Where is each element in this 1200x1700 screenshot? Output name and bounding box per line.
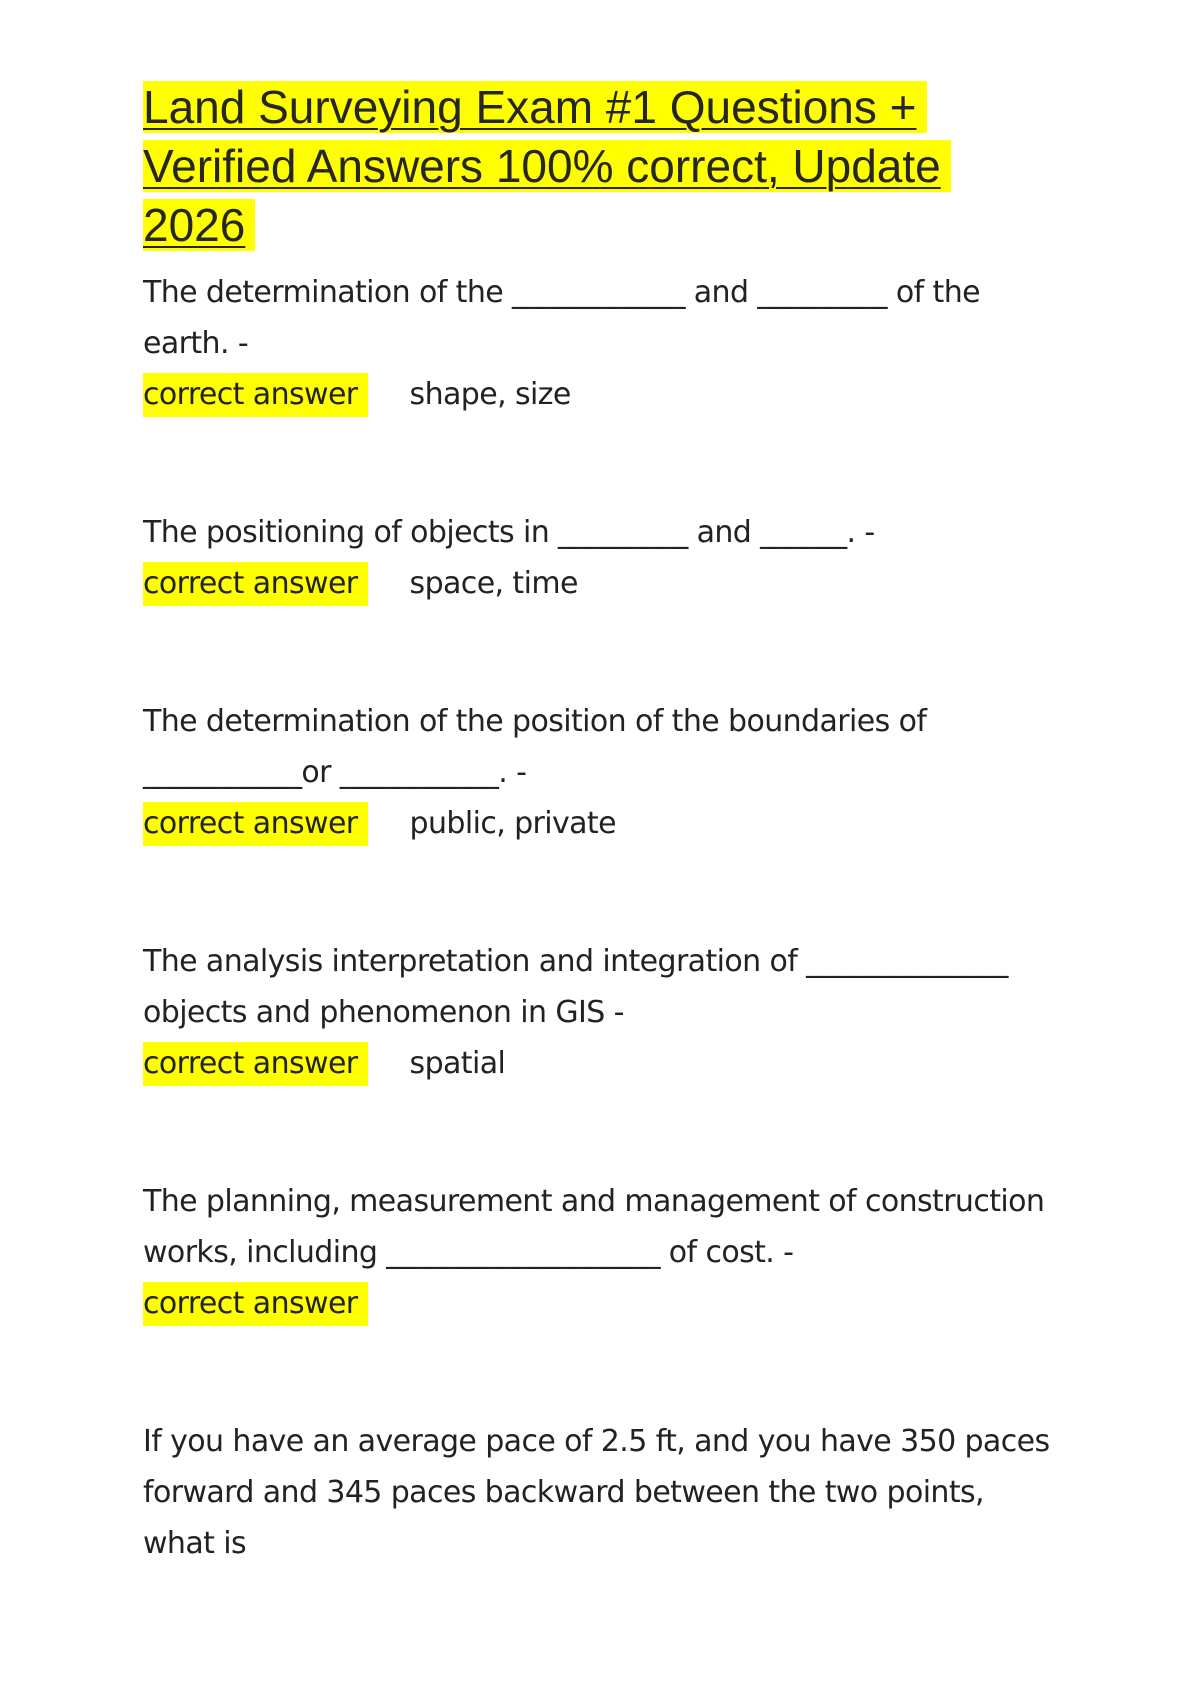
question-text: The planning, measurement and management of construction works, including ___________________ of cost. - [143, 1184, 1045, 1270]
document-page [143, 78, 1063, 1569]
question-text: The analysis interpretation and integration of ______________ objects and phenomenon in GIS - [143, 944, 1008, 1030]
qa-item [143, 267, 1063, 421]
correct-answer-label: correct answer [143, 802, 368, 846]
correct-answer-label: correct answer [143, 1282, 368, 1326]
question-text: If you have an average pace of 2.5 ft, and you have 350 paces forward and 345 paces backward between the two points, what is [143, 1424, 1050, 1561]
correct-answer-label: correct answer [143, 1042, 368, 1086]
qa-item [143, 936, 1063, 1090]
answer-row [143, 1038, 1063, 1090]
answer-text: spatial [409, 1046, 506, 1081]
answer-row [143, 1278, 1063, 1330]
answer-text: space, time [409, 566, 578, 601]
title-text: Land Surveying Exam #1 Questions + Verified Answers 100% correct, Update 2026 [143, 81, 951, 251]
question-text: The determination of the position of the boundaries of ___________or ___________. - [143, 704, 927, 790]
question-text: The positioning of objects in _________ and ______. - [143, 515, 875, 550]
answer-row [143, 558, 1063, 610]
answer-text: public, private [409, 806, 616, 841]
correct-answer-label: correct answer [143, 562, 368, 606]
qa-item [143, 1416, 1063, 1569]
qa-item [143, 696, 1063, 850]
correct-answer-label: correct answer [143, 373, 368, 417]
question-text: The determination of the ____________ and _________ of the earth. - [143, 275, 980, 361]
qa-item [143, 507, 1063, 610]
qa-item [143, 1176, 1063, 1330]
answer-row [143, 369, 1063, 421]
answer-text: shape, size [409, 377, 571, 412]
document-title [143, 78, 1063, 255]
answer-row [143, 798, 1063, 850]
